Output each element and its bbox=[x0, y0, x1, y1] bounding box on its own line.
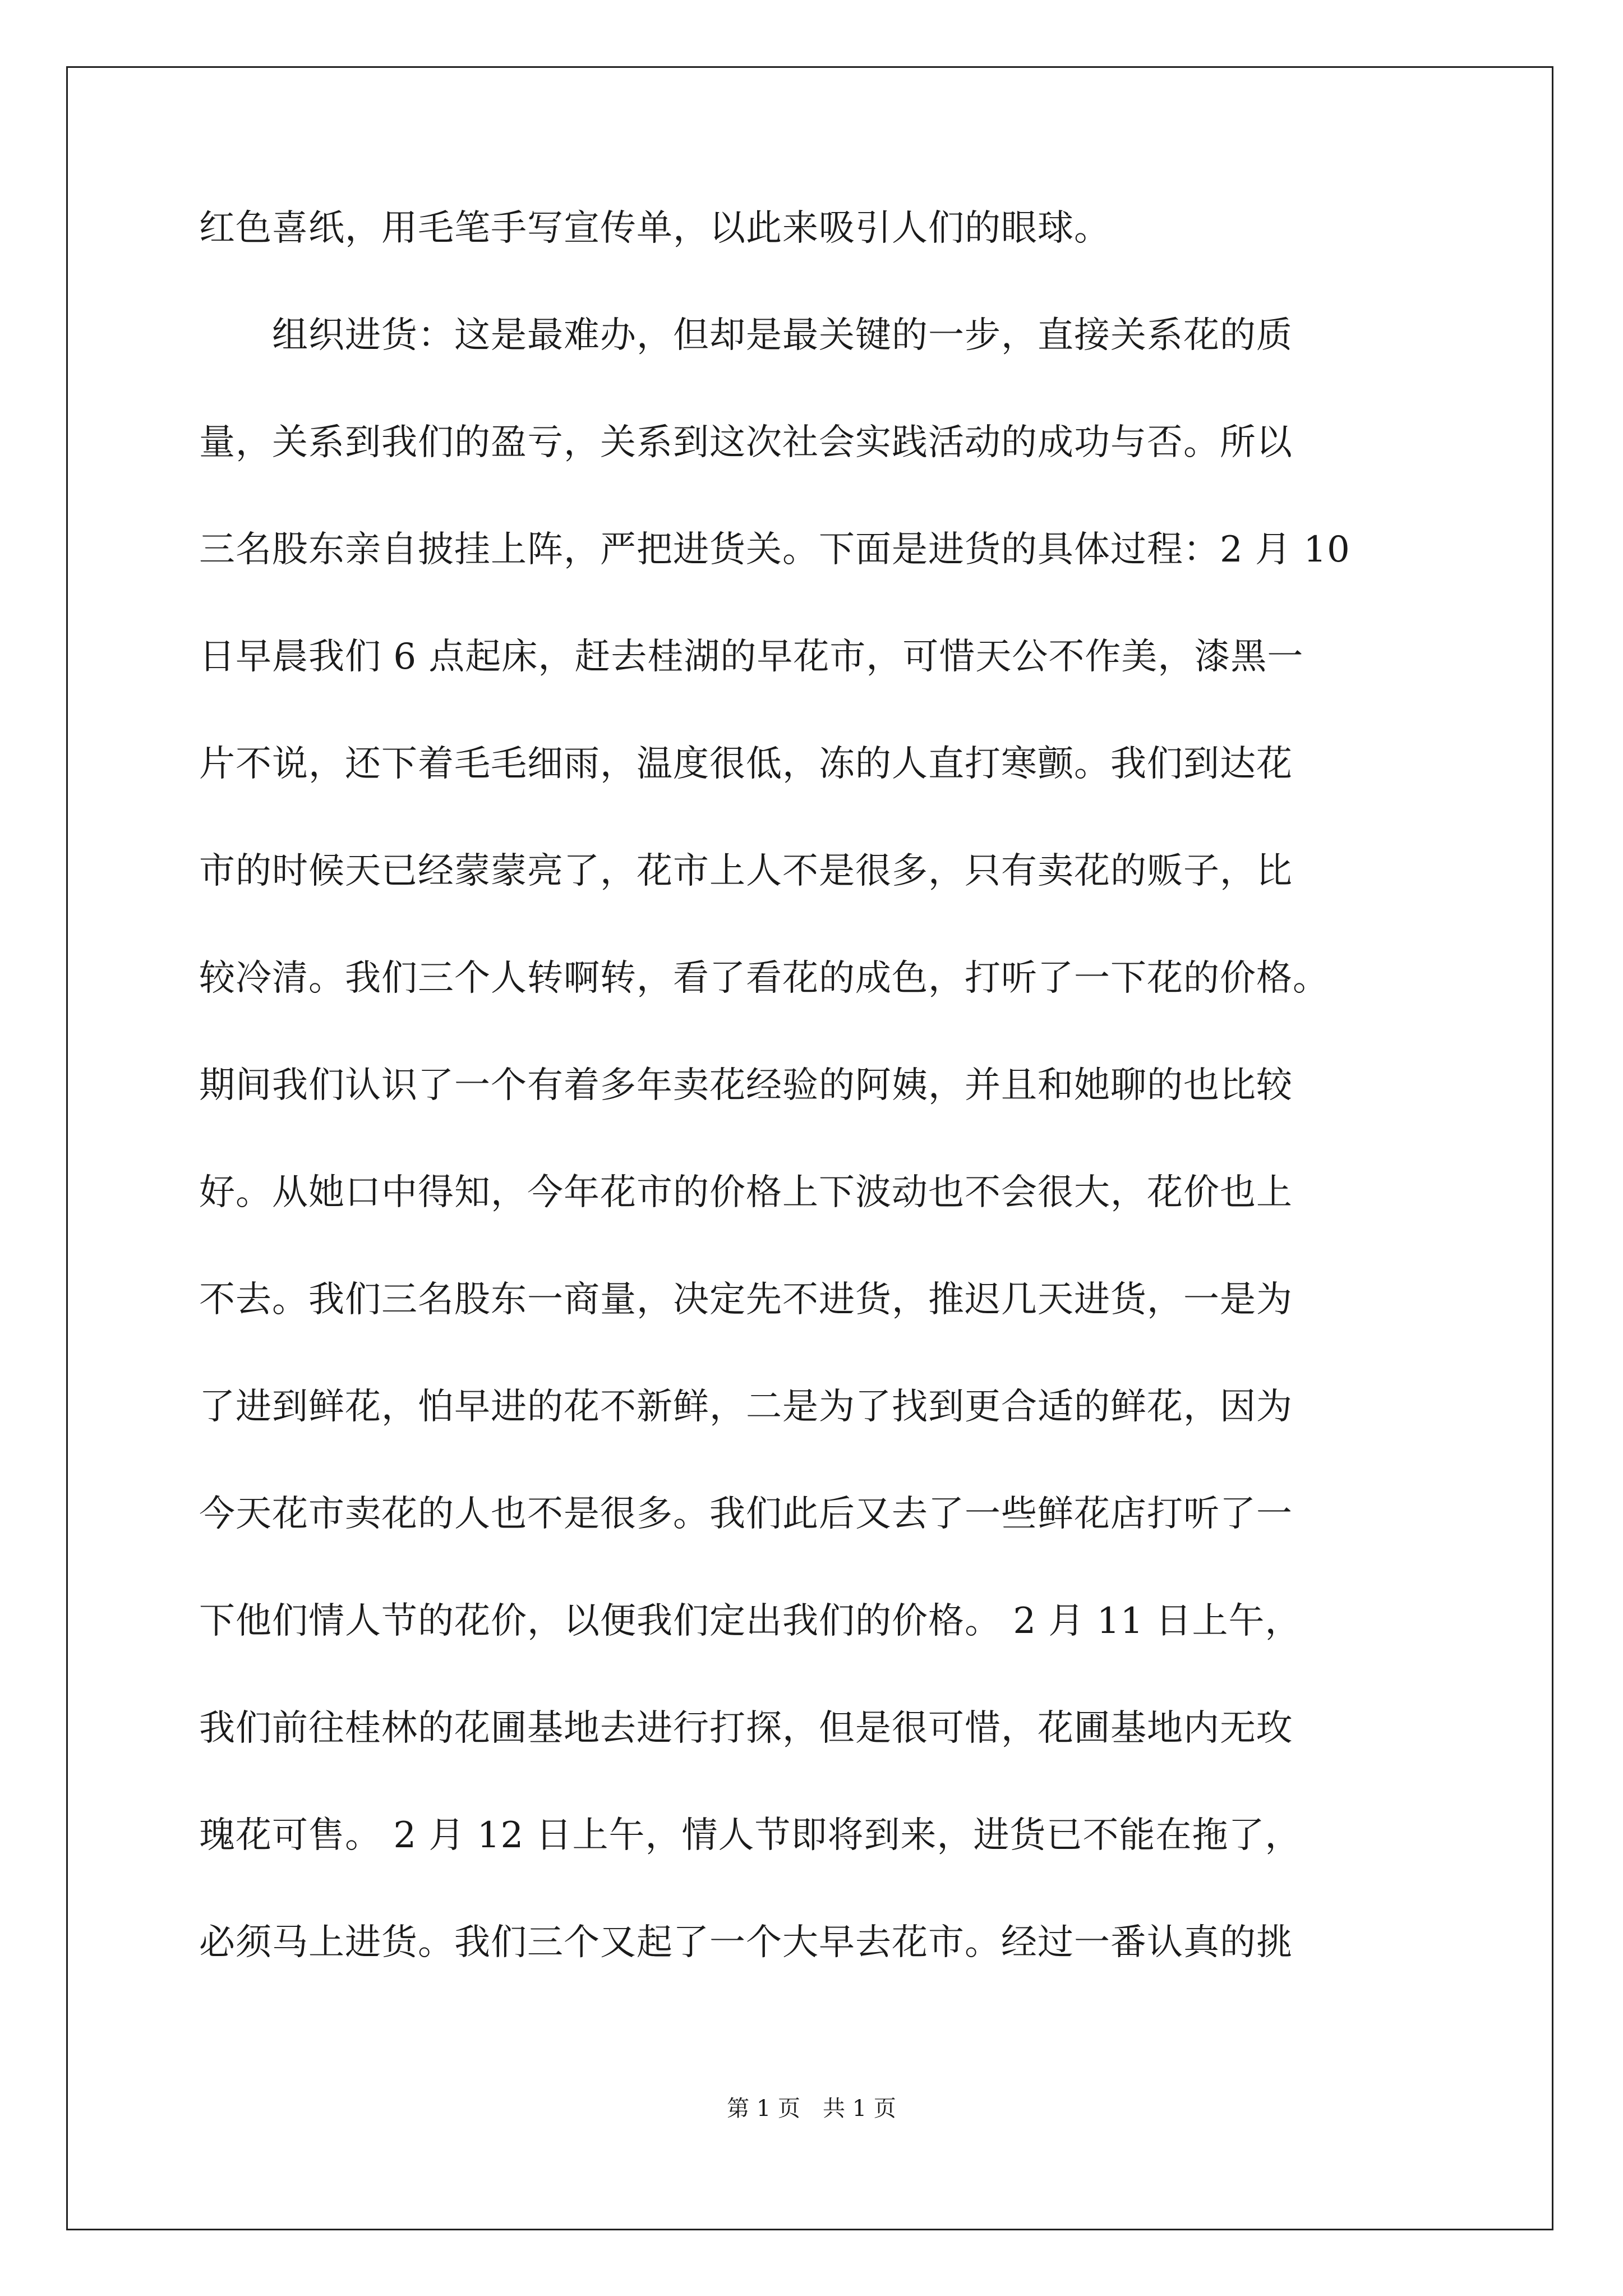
text-line: 下他们情人节的花价，以便我们定出我们的价格。 2 月 11 日上午， bbox=[199, 1600, 1302, 1642]
page-number: 第 1 页 bbox=[727, 2096, 800, 2122]
text-line: 今天花市卖花的人也不是很多。我们此后又去了一些鲜花店打听了一 bbox=[199, 1493, 1293, 1535]
text-line: 期间我们认识了一个有着多年卖花经验的阿姨，并且和她聊的也比较 bbox=[199, 1065, 1293, 1106]
text-line: 三名股东亲自披挂上阵，严把进货关。下面是进货的具体过程：2 月 10 bbox=[199, 529, 1350, 570]
document-body bbox=[199, 210, 1427, 1961]
text-line: 好。从她口中得知，今年花市的价格上下波动也不会很大，花价也上 bbox=[199, 1172, 1293, 1213]
text-line: 红色喜纸，用毛笔手写宣传单，以此来吸引人们的眼球。 bbox=[199, 208, 1110, 249]
text-line: 组织进货：这是最难办，但却是最关键的一步，直接关系花的质 bbox=[199, 315, 1293, 356]
text-line: 较冷清。我们三个人转啊转，看了看花的成色，打听了一下花的价格。 bbox=[199, 958, 1329, 999]
text-line: 市的时候天已经蒙蒙亮了，花市上人不是很多，只有卖花的贩子，比 bbox=[199, 850, 1293, 892]
page-footer bbox=[0, 2096, 1623, 2121]
text-line: 片不说，还下着毛毛细雨，温度很低，冻的人直打寒颤。我们到达花 bbox=[199, 743, 1293, 785]
page-total: 共 1 页 bbox=[823, 2096, 896, 2122]
text-line: 瑰花可售。 2 月 12 日上午，情人节即将到来，进货已不能在拖了， bbox=[199, 1815, 1302, 1856]
text-line: 日早晨我们 6 点起床，赶去桂湖的早花市，可惜天公不作美，漆黑一 bbox=[199, 636, 1304, 678]
text-line: 了进到鲜花，怕早进的花不新鲜，二是为了找到更合适的鲜花，因为 bbox=[199, 1386, 1293, 1428]
text-line: 必须马上进货。我们三个又起了一个大早去花市。经过一番认真的挑 bbox=[199, 1922, 1293, 1963]
text-line: 我们前往桂林的花圃基地去进行打探，但是很可惜，花圃基地内无玫 bbox=[199, 1708, 1293, 1749]
text-line: 不去。我们三名股东一商量，决定先不进货，推迟几天进货，一是为 bbox=[199, 1279, 1293, 1320]
text-line: 量，关系到我们的盈亏，关系到这次社会实践活动的成功与否。所以 bbox=[199, 422, 1293, 463]
